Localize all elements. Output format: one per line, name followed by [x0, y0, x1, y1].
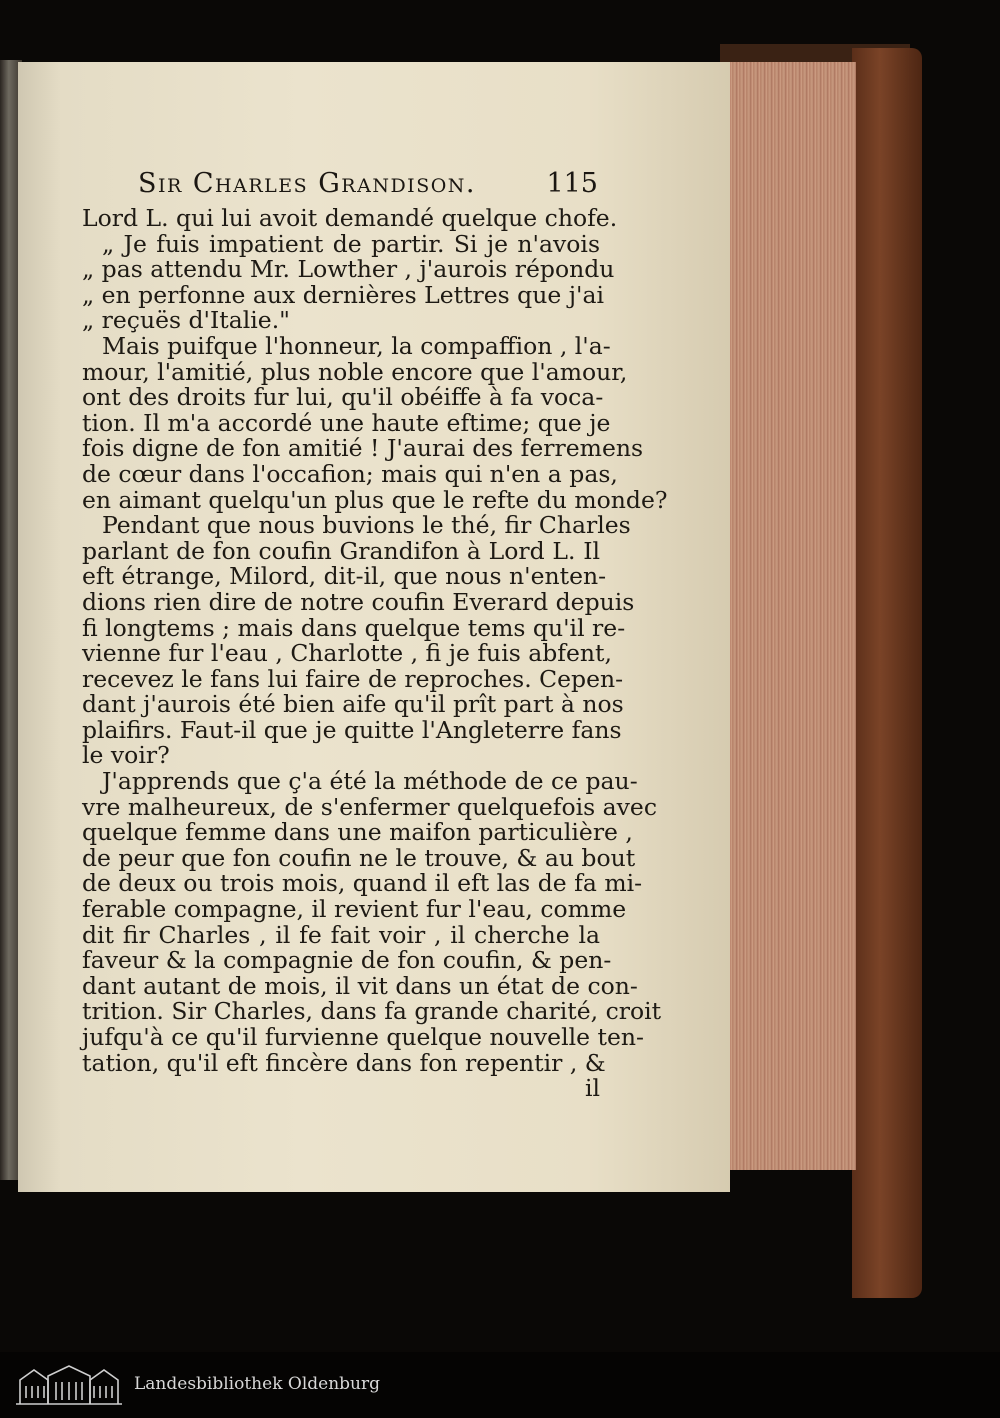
text-line: de peur que fon coufin ne le trouve, & au bout — [82, 843, 636, 872]
text-line: en aimant quelqu'un plus que le refte du monde? — [82, 485, 668, 514]
footer-bar — [0, 1352, 1000, 1418]
text-line: vre malheureux, de s'enfermer quelquefois avec — [82, 792, 657, 821]
text-line: Pendant que nous buvions le thé, fir Charles — [102, 511, 631, 540]
text-line: quelque femme dans une maifon particulière , — [82, 818, 633, 847]
running-head — [138, 168, 598, 202]
text-line: ont des droits fur lui, qu'il obéiffe à fa voca- — [82, 383, 604, 412]
running-head-title: Sir Charles Grandison. — [138, 168, 476, 199]
text-line: tation, qu'il eft fincère dans fon repentir , & — [82, 1048, 606, 1077]
text-line: Lord L. qui lui avoit demandé quelque chofe. — [82, 204, 618, 232]
text-line: vienne fur l'eau , Charlotte , fi je fuis abfent, — [82, 639, 612, 668]
book-cover-right — [852, 48, 922, 1298]
text-line: eft étrange, Milord, dit-il, que nous n'enten- — [82, 562, 607, 591]
text-line: dant j'aurois été bien aife qu'il prît part à nos — [82, 690, 624, 719]
page-number: 115 — [546, 168, 598, 199]
text-line: dit fir Charles , il fe fait voir , il cherche la — [82, 920, 600, 949]
text-line: plaifirs. Faut-il que je quitte l'Angleterre fans — [82, 715, 622, 744]
text-line: le voir? — [82, 741, 170, 770]
text-line: faveur & la compagnie de fon coufin, & pen- — [82, 946, 612, 975]
body-text — [82, 204, 668, 1103]
page-edges — [726, 62, 856, 1170]
text-line: „ reçuës d'Italie." — [82, 306, 290, 335]
text-line: mour, l'amitié, plus noble encore que l'amour, — [82, 357, 628, 386]
text-line: trition. Sir Charles, dans fa grande charité, croit — [82, 997, 662, 1026]
text-line: „ en perfonne aux dernières Lettres que j'ai — [82, 280, 605, 309]
text-line: jufqu'à ce qu'il furvienne quelque nouvelle ten- — [82, 1023, 644, 1051]
text-line: de cœur dans l'occafion; mais qui n'en a pas, — [82, 459, 618, 488]
text-line: Mais puifque l'honneur, la compaffion , l'a- — [102, 331, 611, 360]
text-line: recevez le fans lui faire de reproches. Cepen- — [82, 664, 624, 693]
text-line: dions rien dire de notre coufin Everard depuis — [82, 587, 635, 616]
library-building-icon — [14, 1364, 124, 1406]
text-line: ferable compagne, il revient fur l'eau, comme — [82, 895, 627, 924]
text-line: dant autant de mois, il vit dans un état de con- — [82, 971, 638, 1000]
text-line: fi longtems ; mais dans quelque tems qu'il re- — [82, 613, 626, 642]
text-line: tion. Il m'a accordé une haute eftime; que je — [82, 408, 611, 437]
text-line: fois digne de fon amitié ! J'aurai des ferremens — [82, 434, 644, 463]
text-line: de deux ou trois mois, quand il eft las de fa mi- — [82, 869, 643, 898]
text-line: „ pas attendu Mr. Lowther , j'aurois répondu — [82, 255, 615, 284]
text-line: „ Je fuis impatient de partir. Si je n'avois — [102, 229, 600, 258]
text-line: parlant de fon coufin Grandifon à Lord L. Il — [82, 536, 600, 565]
catchword: il — [584, 1074, 600, 1103]
library-name: Landesbibliothek Oldenburg — [134, 1374, 381, 1394]
text-line: J'apprends que ç'a été la méthode de ce pau- — [102, 767, 638, 796]
